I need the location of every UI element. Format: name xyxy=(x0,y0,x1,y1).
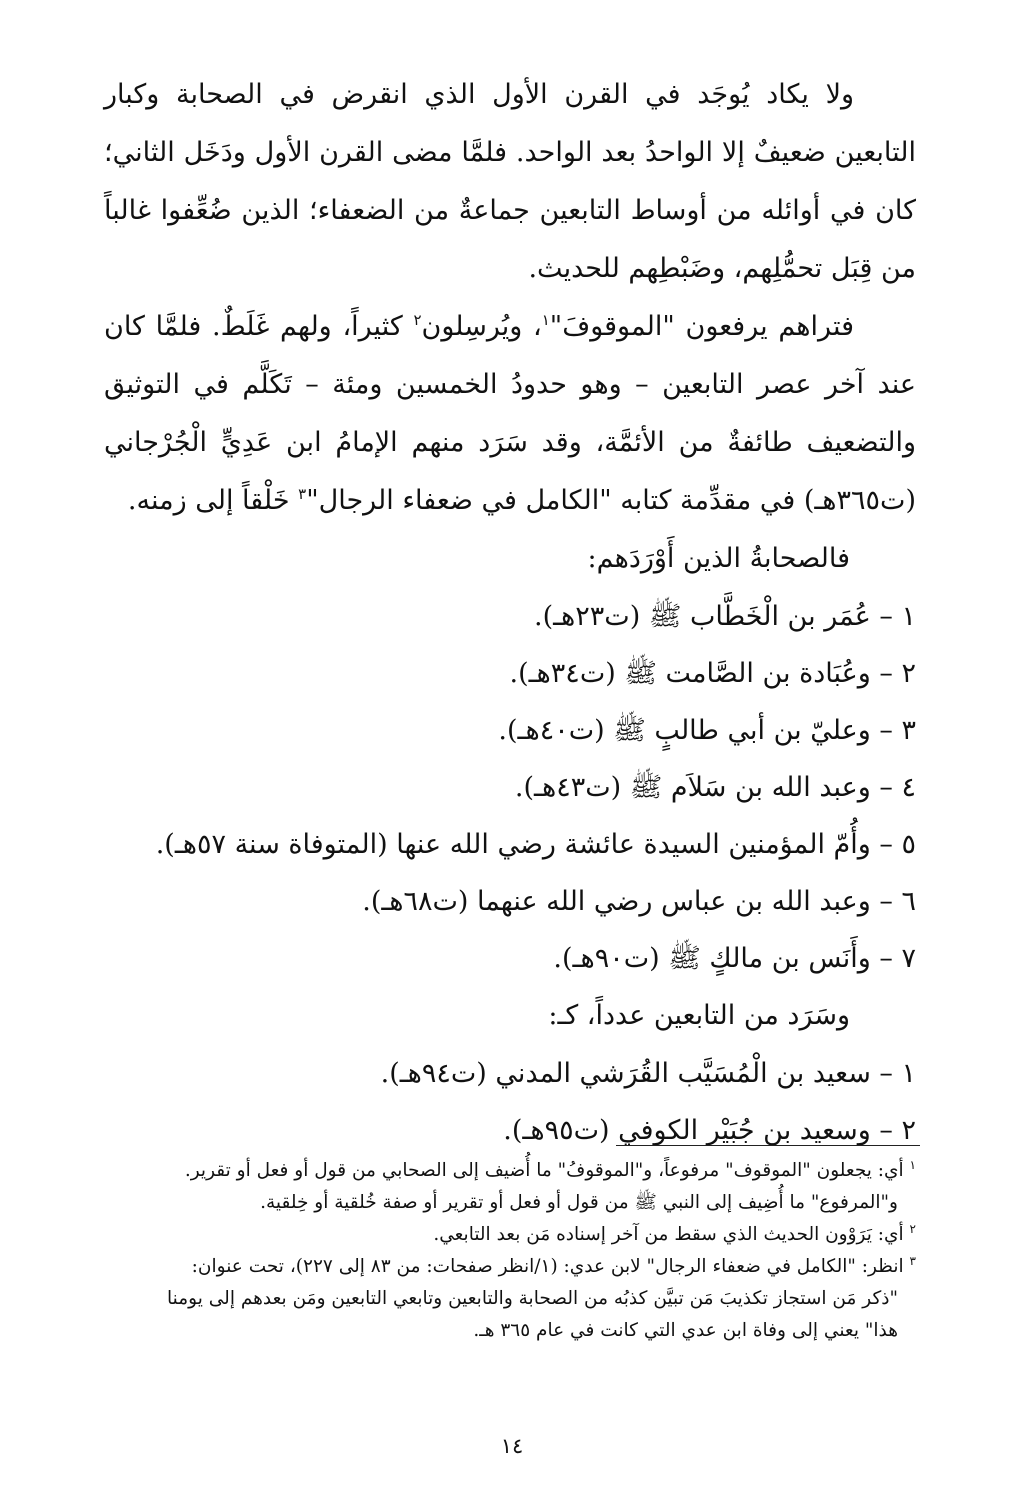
footnote-ref-1[interactable]: ١ xyxy=(541,311,550,329)
paragraph-1: ولا يكاد يُوجَد في القرن الأول الذي انقرض في الصحابة وكبار التابعين ضعيفٌ إلا الواحدُ بعد الواحد. فلمَّا مضى القرن الأول ودَخَل الثاني؛ كان في أوائله من أوساط التابعين جماعةٌ من الضعفاء؛ الذين ضُعِّفوا غالباً من قِبَل تحمُّلِهم، وضَبْطِهم للحديث. xyxy=(104,79,916,284)
list-item: ٥ – وأُمّ المؤمنين السيدة عائشة رضي الله عنها (المتوفاة سنة ٥٧هـ). xyxy=(155,829,916,860)
footnote-ref-2[interactable]: ٢ xyxy=(413,311,422,329)
list-item: ٢ – وسعيد بن جُبَيْر الكوفي (ت٩٥هـ). xyxy=(503,1115,916,1146)
footnote-text-continued: هذا" يعني إلى وفاة ابن عدي التي كانت في عام ٣٦٥ هـ. xyxy=(473,1320,898,1341)
footnotes xyxy=(104,1155,916,1347)
footnote-separator xyxy=(616,1145,920,1146)
list-item: ٦ – وعبد الله بن عباس رضي الله عنهما (ت٦٨هـ). xyxy=(362,886,916,917)
footnote-number: ٣ xyxy=(909,1253,916,1268)
footnote-2 xyxy=(104,1219,916,1251)
footnote-1 xyxy=(104,1155,916,1219)
paragraph-2 xyxy=(104,298,916,530)
paragraph-2-part-2: ، ويُرسِلون xyxy=(421,311,542,342)
list-item: ١ – سعيد بن الْمُسَيَّب القُرَشي المدني (ت٩٤هـ). xyxy=(380,1058,916,1089)
footnote-text: أي: يجعلون "الموقوف" مرفوعاً، و"الموقوفُ" ما أُضيف إلى الصحابي من قول أو فعل أو تقرير. xyxy=(184,1160,904,1181)
paragraph-2-part-4: خَلْقاً إلى زمنه. xyxy=(127,485,299,516)
list-item: ٢ – وعُبَادة بن الصَّامت ﷺ (ت٣٤هـ). xyxy=(509,658,916,689)
footnote-text-continued: و"المرفوع" ما أُضِيف إلى النبي ﷺ من قول أو فعل أو تقرير أو صفة خُلقية أو خِلقية. xyxy=(260,1192,898,1213)
main-text xyxy=(104,66,916,1159)
footnote-text: انظر: "الكامل في ضعفاء الرجال" لابن عدي: (١/انظر صفحات: من ٨٣ إلى ٢٢٧)، تحت عنوان: xyxy=(191,1256,904,1277)
companions-list xyxy=(104,588,916,987)
footnote-text-continued: "ذكر مَن استجاز تكذيبَ مَن تبيَّن كذبُه من الصحابة والتابعين وتابعي التابعين ومَن بعدهم إلى يومنا xyxy=(167,1288,898,1309)
list-item: ٧ – وأَنَس بن مالكٍ ﷺ (ت٩٠هـ). xyxy=(553,943,916,974)
list-item: ١ – عُمَر بن الْخَطَّاب ﷺ (ت٢٣هـ). xyxy=(534,601,916,632)
tabieen-list xyxy=(104,1045,916,1159)
footnote-3 xyxy=(104,1251,916,1347)
tabieen-intro: وسَرَد من التابعين عدداً، كـ: xyxy=(548,1000,850,1031)
footnote-ref-3[interactable]: ٣ xyxy=(298,485,307,503)
paragraph-2-part-3: كثيراً، ولهم غَلَطٌ. فلمَّا كان عند آخر عصر التابعين – وهو حدودُ الخمسين ومئة – تَكَلَّم في التوثيق والتضعيف طائفةٌ من الأئمَّة، وقد سَرَد منهم الإمامُ ابن عَدِيٍّ الْجُرْجاني (ت٣٦٥هـ) في مقدِّمة كتابه "الكامل في ضعفاء الرجال" xyxy=(104,311,916,516)
list-item: ٣ – وعليّ بن أبي طالبٍ ﷺ (ت٤٠هـ). xyxy=(498,715,916,746)
footnote-text: أي: يَرَوْون الحديث الذي سقط من آخر إسناده مَن بعد التابعي. xyxy=(433,1224,904,1245)
list-item: ٤ – وعبد الله بن سَلاَم ﷺ (ت٤٣هـ). xyxy=(514,772,916,803)
page-number: ١٤ xyxy=(500,1434,524,1458)
paragraph-2-part-1: فتراهم يرفعون "الموقوفَ" xyxy=(549,311,854,342)
footnote-number: ٢ xyxy=(909,1221,916,1236)
footnote-number: ١ xyxy=(909,1157,916,1172)
companions-intro: فالصحابةُ الذين أَوْرَدَهم: xyxy=(587,543,850,574)
